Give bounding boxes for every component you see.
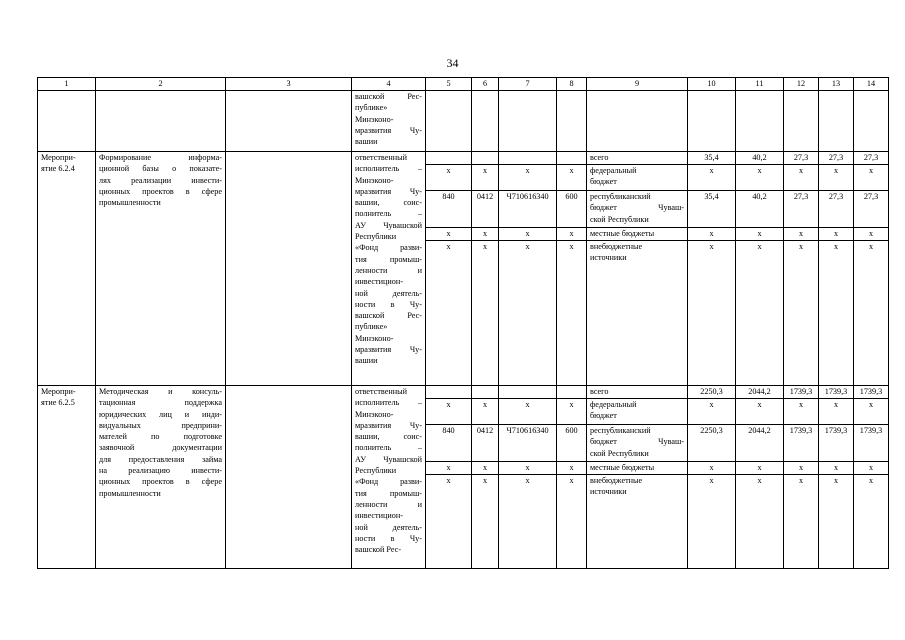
- measure-name-line: Методическая и консуль-: [99, 387, 222, 396]
- measure-code-line: Меропри-: [41, 387, 76, 396]
- program-table: [37, 77, 889, 569]
- rz-cell: [472, 91, 499, 152]
- rz-cell: x: [472, 241, 499, 386]
- measure-name-line: ционных проектов в сфере: [99, 186, 222, 196]
- value-cell: [854, 91, 889, 152]
- executor-line: Республики: [355, 466, 397, 476]
- executor-line: ленности и: [355, 265, 422, 275]
- column-number: 7: [499, 78, 557, 91]
- funding-value: 1739,3: [784, 425, 819, 462]
- rz-cell: 0412: [472, 425, 499, 462]
- csr-cell: [499, 386, 557, 399]
- funding-source-line: всего: [590, 153, 609, 162]
- executor-line: инвестицион-: [355, 511, 403, 521]
- executor-line: АУ Чувашской: [355, 220, 422, 230]
- measure-executor: [352, 386, 426, 569]
- measure-name-line: заявочной документации: [99, 443, 222, 453]
- measure-code-line: Меропри-: [41, 153, 76, 162]
- funding-value: x: [854, 228, 889, 241]
- funding-source: [587, 399, 688, 425]
- funding-source: [587, 228, 688, 241]
- grbs-cell: 840: [426, 191, 472, 228]
- funding-source-line: ской Республики: [590, 448, 649, 458]
- funding-source: [587, 386, 688, 399]
- measure-code: [38, 152, 96, 386]
- funding-value: 1739,3: [854, 386, 889, 399]
- column-number: 3: [226, 78, 352, 91]
- coexecutor-cell: [226, 152, 352, 386]
- csr-cell: x: [499, 462, 557, 475]
- column-number: 14: [854, 78, 889, 91]
- funding-value: x: [854, 475, 889, 569]
- name-cell: [96, 91, 226, 152]
- funding-source-line: бюджет Чуваш-: [590, 437, 684, 447]
- grbs-cell: x: [426, 228, 472, 241]
- funding-source-line: внебюджетные: [590, 242, 643, 251]
- funding-value: 27,3: [819, 152, 854, 165]
- funding-value: 27,3: [854, 191, 889, 228]
- measure-name-line: ционной базы о показате-: [99, 164, 222, 174]
- executor-line: исполнитель –: [355, 164, 422, 174]
- funding-value: 27,3: [819, 191, 854, 228]
- funding-value: x: [688, 228, 736, 241]
- column-number: 12: [784, 78, 819, 91]
- funding-value: x: [819, 475, 854, 569]
- measure-name-line: на реализацию инвести-: [99, 466, 222, 476]
- executor-line: исполнитель –: [355, 398, 422, 408]
- funding-value: 2044,2: [736, 425, 784, 462]
- executor-line: мразвития Чу-: [355, 420, 422, 430]
- funding-value: 40,2: [736, 191, 784, 228]
- measure-code-line: ятие 6.2.4: [41, 164, 75, 174]
- funding-source: [587, 425, 688, 462]
- funding-source: [587, 462, 688, 475]
- measure-name-line: юридических лиц и инди-: [99, 409, 222, 419]
- funding-source-line: источники: [590, 253, 627, 263]
- rz-cell: [472, 386, 499, 399]
- funding-value: 2250,3: [688, 386, 736, 399]
- column-number: 11: [736, 78, 784, 91]
- vr-cell: [557, 386, 587, 399]
- executor-line: мразвития Чу-: [355, 345, 422, 355]
- rz-cell: [472, 152, 499, 165]
- funding-value: x: [688, 462, 736, 475]
- grbs-cell: [426, 91, 472, 152]
- executor-line: ответственный: [355, 153, 408, 162]
- executor-line: Республики: [355, 232, 397, 242]
- measure-name-line: тационная поддержка: [99, 398, 222, 408]
- column-number: 9: [587, 78, 688, 91]
- executor-line: тия промыш-: [355, 488, 422, 498]
- funding-source: [587, 241, 688, 386]
- funding-value: x: [819, 228, 854, 241]
- funding-source-line: ской Республики: [590, 214, 649, 224]
- funding-source: [587, 191, 688, 228]
- funding-value: x: [819, 462, 854, 475]
- grbs-cell: x: [426, 475, 472, 569]
- funding-source-line: федеральный: [590, 166, 637, 175]
- executor-line: вашской Рес-: [355, 545, 402, 555]
- code-cell: [38, 91, 96, 152]
- funding-source-line: бюджет Чуваш-: [590, 203, 684, 213]
- funding-value: 1739,3: [819, 386, 854, 399]
- funding-value: x: [688, 475, 736, 569]
- source-cell: [587, 91, 688, 152]
- column-number: 2: [96, 78, 226, 91]
- measure-name: [96, 386, 226, 569]
- measure-name-line: лях реализации инвести-: [99, 175, 222, 185]
- measure-name-line: для предоставления займа: [99, 454, 222, 464]
- funding-value: 1739,3: [784, 386, 819, 399]
- executor-line: мразвития Чу-: [355, 186, 422, 196]
- executor-line: ной деятель-: [355, 288, 422, 298]
- measure-name-line: Формирование информа-: [99, 153, 222, 162]
- measure-name-line: мателей по подготовке: [99, 432, 222, 442]
- vr-cell: x: [557, 241, 587, 386]
- executor-line: ности в Чу-: [355, 533, 422, 543]
- grbs-cell: x: [426, 241, 472, 386]
- csr-cell: x: [499, 241, 557, 386]
- funding-source-line: внебюджетные: [590, 476, 643, 485]
- funding-value: 35,4: [688, 191, 736, 228]
- vr-cell: x: [557, 399, 587, 425]
- executor-line: полнитель –: [355, 443, 422, 453]
- column-number: 6: [472, 78, 499, 91]
- funding-row: [38, 386, 889, 399]
- funding-value: x: [854, 399, 889, 425]
- funding-source: [587, 152, 688, 165]
- csr-cell: x: [499, 399, 557, 425]
- csr-cell: Ч710616340: [499, 191, 557, 228]
- funding-value: x: [736, 241, 784, 386]
- page-number: 34: [446, 56, 459, 70]
- grbs-cell: x: [426, 399, 472, 425]
- column-number: 10: [688, 78, 736, 91]
- vr-cell: [557, 91, 587, 152]
- vr-cell: 600: [557, 425, 587, 462]
- funding-source-line: федеральный: [590, 400, 637, 409]
- csr-cell: x: [499, 228, 557, 241]
- executor-line: Минэконо-: [355, 175, 394, 185]
- funding-value: x: [688, 241, 736, 386]
- executor-line: мразвития Чу-: [355, 125, 422, 135]
- executor-line: АУ Чувашской: [355, 454, 422, 464]
- executor-line: инвестицион-: [355, 277, 403, 287]
- vr-cell: x: [557, 165, 587, 191]
- executor-line: Минэконо-: [355, 409, 394, 419]
- continuation-row: [38, 91, 889, 152]
- executor-line: ной деятель-: [355, 522, 422, 532]
- rz-cell: 0412: [472, 191, 499, 228]
- column-number-row: [38, 78, 889, 91]
- executor-line: полнитель –: [355, 209, 422, 219]
- funding-value: 1739,3: [819, 425, 854, 462]
- csr-cell: x: [499, 165, 557, 191]
- funding-value: x: [854, 165, 889, 191]
- measure-name-line: промышленности: [99, 488, 161, 498]
- funding-value: x: [784, 241, 819, 386]
- funding-value: x: [854, 241, 889, 386]
- csr-cell: [499, 152, 557, 165]
- executor-line: «Фонд разви-: [355, 243, 422, 253]
- funding-source: [587, 475, 688, 569]
- coexecutor-cell: [226, 91, 352, 152]
- funding-value: x: [736, 462, 784, 475]
- rz-cell: x: [472, 462, 499, 475]
- executor-line: публике»: [355, 103, 388, 113]
- executor-line: ответственный: [355, 387, 408, 396]
- executor-line: вашии: [355, 356, 378, 366]
- funding-value: 40,2: [736, 152, 784, 165]
- funding-source-line: бюджет: [590, 177, 617, 187]
- grbs-cell: x: [426, 165, 472, 191]
- funding-source-line: республиканский: [590, 192, 651, 201]
- funding-value: x: [736, 165, 784, 191]
- funding-value: x: [819, 399, 854, 425]
- executor-line: ленности и: [355, 499, 422, 509]
- measure-executor: [352, 152, 426, 386]
- funding-value: 1739,3: [854, 425, 889, 462]
- funding-value: 27,3: [784, 152, 819, 165]
- csr-cell: Ч710616340: [499, 425, 557, 462]
- funding-value: x: [819, 165, 854, 191]
- funding-source-line: источники: [590, 487, 627, 497]
- measure-name-line: ционных проектов в сфере: [99, 477, 222, 487]
- funding-value: 35,4: [688, 152, 736, 165]
- grbs-cell: x: [426, 462, 472, 475]
- executor-line: «Фонд разви-: [355, 477, 422, 487]
- vr-cell: [557, 152, 587, 165]
- measure-name-line: промышленности: [99, 198, 161, 208]
- funding-value: x: [784, 165, 819, 191]
- funding-value: x: [854, 462, 889, 475]
- funding-value: x: [688, 399, 736, 425]
- measure-name: [96, 152, 226, 386]
- vr-cell: 600: [557, 191, 587, 228]
- executor-line: тия промыш-: [355, 254, 422, 264]
- funding-value: x: [784, 462, 819, 475]
- csr-cell: x: [499, 475, 557, 569]
- funding-source-line: бюджет: [590, 411, 617, 421]
- grbs-cell: 840: [426, 425, 472, 462]
- funding-value: x: [784, 228, 819, 241]
- executor-line: Минэконо-: [355, 333, 394, 343]
- column-number: 8: [557, 78, 587, 91]
- funding-value: 2250,3: [688, 425, 736, 462]
- value-cell: [736, 91, 784, 152]
- measure-name-line: видуальных предприни-: [99, 420, 222, 430]
- executor-line: публике»: [355, 322, 388, 332]
- funding-value: x: [819, 241, 854, 386]
- funding-value: x: [784, 399, 819, 425]
- measure-code-line: ятие 6.2.5: [41, 398, 75, 408]
- funding-value: x: [688, 165, 736, 191]
- rz-cell: x: [472, 228, 499, 241]
- executor-line: Минэконо-: [355, 114, 394, 124]
- funding-value: 27,3: [784, 191, 819, 228]
- funding-source-line: местные бюджеты: [590, 463, 655, 472]
- funding-value: x: [736, 475, 784, 569]
- funding-source: [587, 165, 688, 191]
- funding-value: x: [736, 399, 784, 425]
- executor-line: вашской Рес-: [355, 92, 422, 101]
- executor-line: вашии, соис-: [355, 198, 422, 208]
- csr-cell: [499, 91, 557, 152]
- value-cell: [819, 91, 854, 152]
- funding-value: 27,3: [854, 152, 889, 165]
- executor-line: вашии, соис-: [355, 432, 422, 442]
- funding-row: [38, 152, 889, 165]
- value-cell: [688, 91, 736, 152]
- vr-cell: x: [557, 462, 587, 475]
- grbs-cell: [426, 386, 472, 399]
- column-number: 13: [819, 78, 854, 91]
- column-number: 1: [38, 78, 96, 91]
- funding-value: x: [736, 228, 784, 241]
- vr-cell: x: [557, 475, 587, 569]
- coexecutor-cell: [226, 386, 352, 569]
- executor-line: вашии: [355, 137, 378, 147]
- funding-value: 2044,2: [736, 386, 784, 399]
- measure-code: [38, 386, 96, 569]
- column-number: 4: [352, 78, 426, 91]
- funding-source-line: местные бюджеты: [590, 229, 655, 238]
- funding-source-line: республиканский: [590, 426, 651, 435]
- executor-line: вашской Рес-: [355, 311, 422, 321]
- rz-cell: x: [472, 399, 499, 425]
- grbs-cell: [426, 152, 472, 165]
- executor-cell: [352, 91, 426, 152]
- executor-line: ности в Чу-: [355, 299, 422, 309]
- vr-cell: x: [557, 228, 587, 241]
- rz-cell: x: [472, 165, 499, 191]
- rz-cell: x: [472, 475, 499, 569]
- funding-value: x: [784, 475, 819, 569]
- value-cell: [784, 91, 819, 152]
- funding-source-line: всего: [590, 387, 609, 396]
- column-number: 5: [426, 78, 472, 91]
